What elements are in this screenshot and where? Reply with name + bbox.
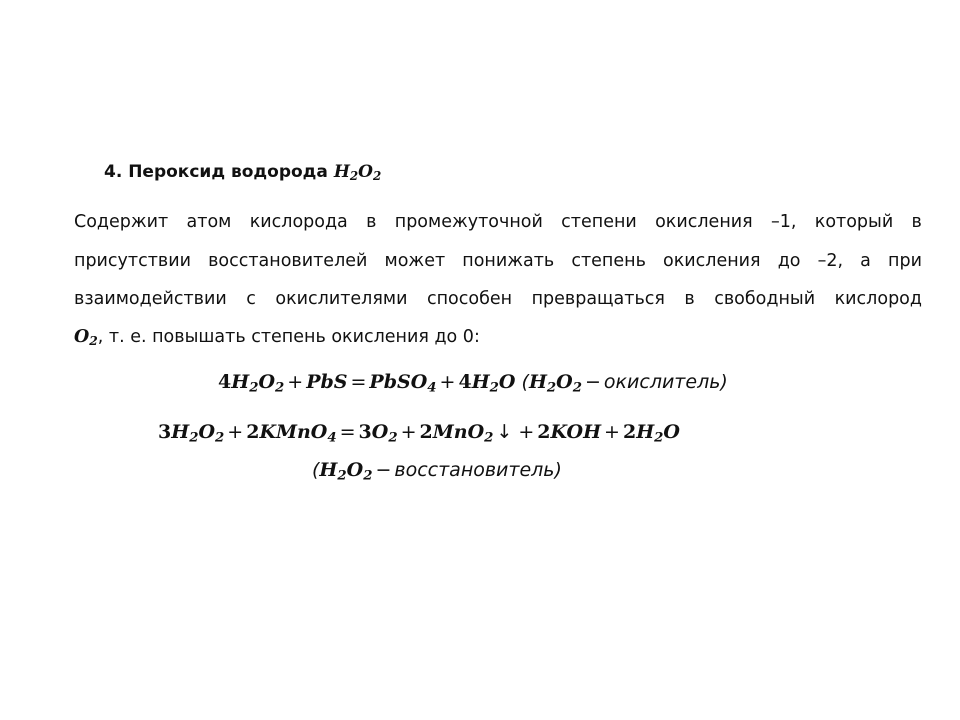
paragraph-line-4: $O_2$, т. е. повышать степень окисления до 0: — [74, 327, 480, 349]
equation-kmno4: $3H_2O_2$ + 2KMnO$_4$ = $3O_2 + 2MnO_2$ ↓ + $2KOH + 2H_2O$ — [158, 421, 680, 446]
paragraph-line-2: присутствии восстановителей может понижать степень окисления до –2, а при — [74, 251, 922, 271]
section-heading — [104, 162, 381, 182]
equation-pbs-note: окислитель — [603, 371, 721, 393]
paragraph-line-3: взаимодействии с окислителями способен превращаться в свободный кислород — [74, 289, 922, 309]
heading-formula: $H_2O_2$ — [333, 162, 382, 183]
equation-kmno4-note: ($H_2O_2$ − восстановитель) — [312, 459, 562, 484]
equation-pbs: $4H_2O_2$ + PbS = PbSO$_4$ + $4H_2O$ ($H_2O_2$ − окислитель) — [218, 371, 728, 396]
heading-text: 4. Пероксид водорода — [104, 162, 328, 182]
paragraph-line-1: Содержит атом кислорода в промежуточной степени окисления –1, который в — [74, 212, 922, 232]
